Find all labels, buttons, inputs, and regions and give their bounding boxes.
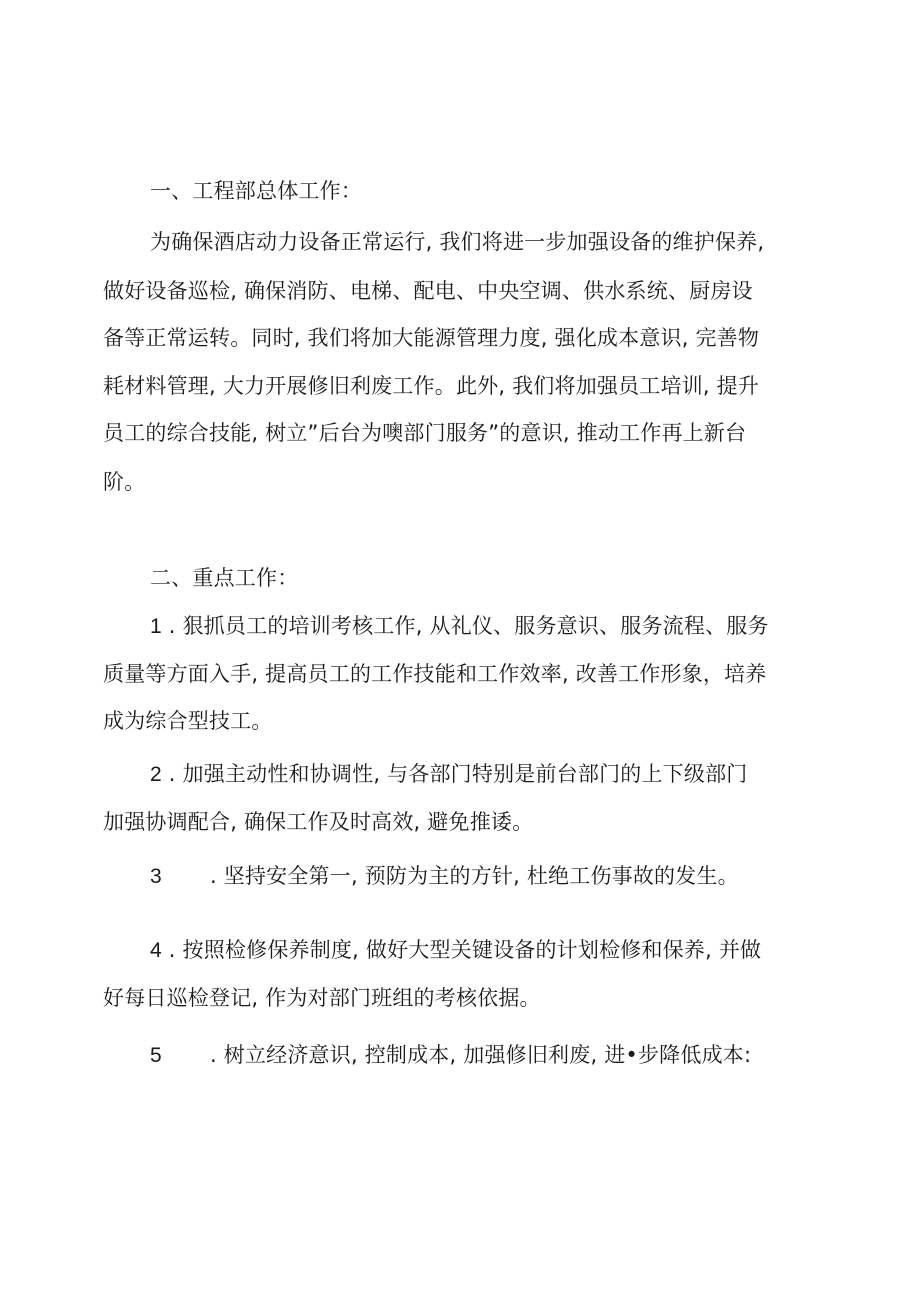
list-item-5 xyxy=(150,1043,751,1068)
list-item-text: . 按照检修保养制度, 做好大型关键设备的计划检修和保养, 并做 xyxy=(161,938,762,962)
list-item-number: 1 xyxy=(150,615,162,638)
list-item-text: . 坚持安全第一, 预防为主的方针, 杜绝工伤事故的发生。 xyxy=(210,864,739,888)
list-item-1 xyxy=(150,614,769,639)
list-item-number: 5 xyxy=(150,1044,162,1067)
paragraph-line: 阶。 xyxy=(103,470,146,494)
paragraph-line: 做好设备巡检, 确保消防、电梯、配电、中央空调、供水系统、厨房设 xyxy=(103,279,753,303)
section-heading-2: 二、重点工作： xyxy=(150,566,299,590)
list-item-number: 2 xyxy=(150,763,162,786)
list-item-4 xyxy=(150,938,761,963)
list-item-line: 质量等方面入手, 提高员工的工作技能和工作效率, 改善工作形象，培养 xyxy=(103,662,767,686)
list-item-text: . 树立经济意识, 控制成本, 加强修旧利废, 进•步降低成本: xyxy=(210,1043,752,1067)
list-item-2 xyxy=(150,762,747,787)
paragraph-line: 为确保酒店动力设备正常运行, 我们将进一步加强设备的维护保养, xyxy=(150,230,765,254)
list-item-number: 3 xyxy=(150,865,162,888)
section-heading-1: 一、工程部总体工作： xyxy=(150,179,362,203)
list-item-text: . 狠抓员工的培训考核工作, 从礼仪、服务意识、服务流程、服务 xyxy=(161,614,769,638)
list-item-line: 成为综合型技工。 xyxy=(103,709,273,733)
list-item-text: . 加强主动性和协调性, 与各部门特别是前台部门的上下级部门 xyxy=(161,762,748,786)
list-item-3 xyxy=(150,864,739,889)
list-item-line: 好每日巡检登记, 作为对部门班组的考核依据。 xyxy=(103,986,541,1010)
list-item-line: 加强协调配合, 确保工作及时高效, 避免推诿。 xyxy=(103,810,534,834)
paragraph-line: 耗材料管理, 大力开展修旧利废工作。此外, 我们将加强员工培训, 提升 xyxy=(103,374,760,398)
paragraph-line: 员工的综合技能, 树立”后台为噢部门服务”的意识, 推动工作再上新台 xyxy=(103,421,747,445)
paragraph-line: 备等正常运转。同时, 我们将加大能源管理力度, 强化成本意识, 完善物 xyxy=(103,326,760,350)
list-item-number: 4 xyxy=(150,939,162,962)
